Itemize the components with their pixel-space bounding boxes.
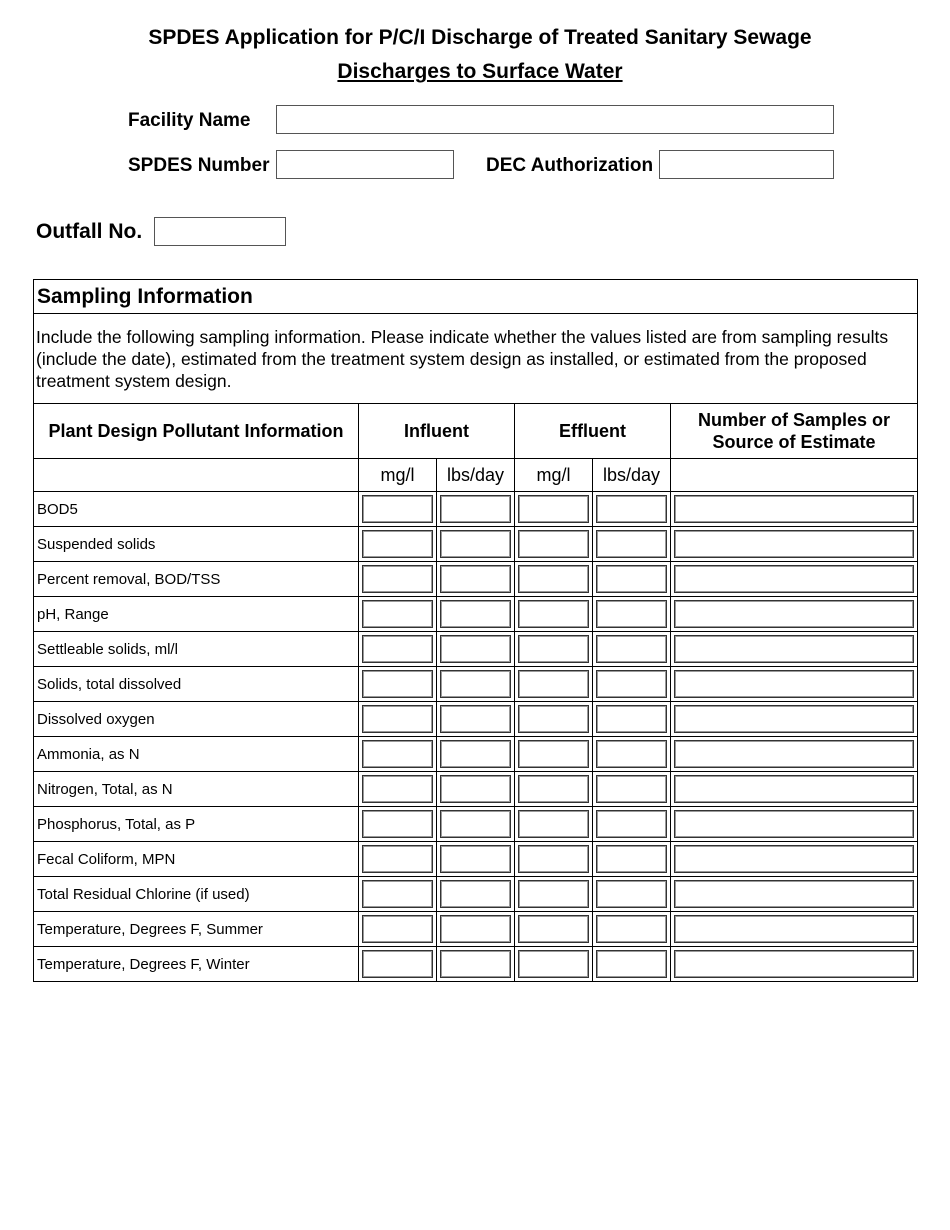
cell-samples — [671, 597, 918, 632]
cell-effluent-lbs — [593, 597, 671, 632]
cell-samples — [671, 842, 918, 877]
samples-input[interactable] — [674, 915, 914, 943]
pollutant-label: Solids, total dissolved — [34, 667, 359, 702]
influent-lbs-input[interactable] — [440, 670, 511, 698]
influent-lbs-input[interactable] — [440, 845, 511, 873]
effluent-lbs-input[interactable] — [596, 845, 667, 873]
cell-influent-lbs — [437, 492, 515, 527]
cell-samples — [671, 702, 918, 737]
form-subtitle: Discharges to Surface Water — [337, 60, 623, 83]
cell-effluent-mgl — [515, 667, 593, 702]
effluent-lbs-input[interactable] — [596, 530, 667, 558]
cell-effluent-mgl — [515, 912, 593, 947]
header-samples: Number of Samples or Source of Estimate — [671, 404, 918, 459]
cell-effluent-mgl — [515, 772, 593, 807]
pollutant-label: Percent removal, BOD/TSS — [34, 562, 359, 597]
table-row — [34, 912, 918, 947]
cell-effluent-mgl — [515, 527, 593, 562]
cell-effluent-mgl — [515, 877, 593, 912]
cell-influent-lbs — [437, 947, 515, 982]
cell-effluent-mgl — [515, 842, 593, 877]
influent-lbs-input[interactable] — [440, 810, 511, 838]
header-effluent: Effluent — [515, 404, 671, 459]
influent-mgl-input[interactable] — [362, 775, 433, 803]
table-row — [34, 877, 918, 912]
effluent-lbs-input[interactable] — [596, 705, 667, 733]
pollutant-label: Phosphorus, Total, as P — [34, 807, 359, 842]
effluent-mgl-input[interactable] — [518, 740, 589, 768]
effluent-mgl-input[interactable] — [518, 600, 589, 628]
table-row — [34, 667, 918, 702]
effluent-lbs-input[interactable] — [596, 915, 667, 943]
pollutant-label: Dissolved oxygen — [34, 702, 359, 737]
samples-input[interactable] — [674, 600, 914, 628]
table-row — [34, 562, 918, 597]
effluent-lbs-input[interactable] — [596, 670, 667, 698]
samples-input[interactable] — [674, 565, 914, 593]
dec-authorization-label: DEC Authorization — [486, 155, 654, 176]
cell-effluent-mgl — [515, 947, 593, 982]
outfall-no-label: Outfall No. — [36, 220, 143, 243]
cell-influent-mgl — [359, 492, 437, 527]
influent-lbs-input[interactable] — [440, 740, 511, 768]
cell-influent-mgl — [359, 562, 437, 597]
pollutant-label: pH, Range — [34, 597, 359, 632]
influent-mgl-input[interactable] — [362, 880, 433, 908]
influent-mgl-input[interactable] — [362, 740, 433, 768]
effluent-mgl-input[interactable] — [518, 530, 589, 558]
cell-influent-mgl — [359, 947, 437, 982]
dec-authorization-input[interactable] — [659, 150, 834, 179]
influent-lbs-input[interactable] — [440, 565, 511, 593]
cell-influent-mgl — [359, 877, 437, 912]
pollutant-label: BOD5 — [34, 492, 359, 527]
influent-mgl-input[interactable] — [362, 705, 433, 733]
influent-mgl-input[interactable] — [362, 530, 433, 558]
cell-influent-mgl — [359, 597, 437, 632]
cell-influent-mgl — [359, 702, 437, 737]
influent-mgl-input[interactable] — [362, 565, 433, 593]
samples-input[interactable] — [674, 670, 914, 698]
samples-input[interactable] — [674, 740, 914, 768]
cell-samples — [671, 667, 918, 702]
cell-effluent-mgl — [515, 492, 593, 527]
cell-samples — [671, 562, 918, 597]
influent-lbs-input[interactable] — [440, 950, 511, 978]
effluent-lbs-input[interactable] — [596, 880, 667, 908]
effluent-mgl-input[interactable] — [518, 495, 589, 523]
table-row — [34, 947, 918, 982]
cell-influent-lbs — [437, 597, 515, 632]
pollutant-label: Ammonia, as N — [34, 737, 359, 772]
influent-lbs-input[interactable] — [440, 495, 511, 523]
cell-effluent-mgl — [515, 737, 593, 772]
cell-influent-mgl — [359, 772, 437, 807]
cell-effluent-mgl — [515, 807, 593, 842]
section-description: Include the following sampling information. Please indicate whether the values listed are from sampling results (include the date), estimated from the treatment system design as installed, or estimated from the proposed treatment system design. — [34, 314, 918, 404]
cell-effluent-lbs — [593, 527, 671, 562]
samples-input[interactable] — [674, 950, 914, 978]
effluent-lbs-input[interactable] — [596, 635, 667, 663]
cell-influent-mgl — [359, 912, 437, 947]
pollutant-label: Settleable solids, ml/l — [34, 632, 359, 667]
table-row — [34, 737, 918, 772]
table-row — [34, 632, 918, 667]
unit-influent-mgl: mg/l — [359, 459, 437, 492]
sampling-table — [33, 279, 918, 982]
cell-effluent-lbs — [593, 877, 671, 912]
cell-effluent-lbs — [593, 947, 671, 982]
cell-effluent-mgl — [515, 562, 593, 597]
cell-influent-lbs — [437, 912, 515, 947]
influent-mgl-input[interactable] — [362, 810, 433, 838]
influent-mgl-input[interactable] — [362, 845, 433, 873]
cell-influent-lbs — [437, 702, 515, 737]
influent-lbs-input[interactable] — [440, 775, 511, 803]
influent-mgl-input[interactable] — [362, 950, 433, 978]
effluent-lbs-input[interactable] — [596, 740, 667, 768]
influent-mgl-input[interactable] — [362, 915, 433, 943]
influent-lbs-input[interactable] — [440, 915, 511, 943]
effluent-mgl-input[interactable] — [518, 950, 589, 978]
effluent-mgl-input[interactable] — [518, 670, 589, 698]
influent-mgl-input[interactable] — [362, 600, 433, 628]
effluent-lbs-input[interactable] — [596, 600, 667, 628]
effluent-lbs-input[interactable] — [596, 950, 667, 978]
cell-samples — [671, 492, 918, 527]
cell-influent-lbs — [437, 807, 515, 842]
outfall-no-input[interactable] — [154, 217, 286, 246]
effluent-lbs-input[interactable] — [596, 775, 667, 803]
cell-effluent-lbs — [593, 632, 671, 667]
spdes-number-label: SPDES Number — [128, 155, 270, 176]
influent-lbs-input[interactable] — [440, 530, 511, 558]
effluent-lbs-input[interactable] — [596, 495, 667, 523]
cell-influent-lbs — [437, 562, 515, 597]
cell-influent-lbs — [437, 877, 515, 912]
cell-samples — [671, 772, 918, 807]
unit-effluent-mgl: mg/l — [515, 459, 593, 492]
pollutant-label: Suspended solids — [34, 527, 359, 562]
table-row — [34, 702, 918, 737]
samples-input[interactable] — [674, 635, 914, 663]
table-row — [34, 772, 918, 807]
influent-lbs-input[interactable] — [440, 635, 511, 663]
cell-influent-lbs — [437, 667, 515, 702]
samples-input[interactable] — [674, 495, 914, 523]
cell-influent-mgl — [359, 737, 437, 772]
cell-influent-mgl — [359, 527, 437, 562]
samples-input[interactable] — [674, 880, 914, 908]
effluent-mgl-input[interactable] — [518, 880, 589, 908]
cell-influent-lbs — [437, 772, 515, 807]
cell-influent-mgl — [359, 667, 437, 702]
cell-effluent-mgl — [515, 597, 593, 632]
influent-lbs-input[interactable] — [440, 600, 511, 628]
cell-effluent-mgl — [515, 632, 593, 667]
samples-input[interactable] — [674, 705, 914, 733]
effluent-mgl-input[interactable] — [518, 775, 589, 803]
cell-samples — [671, 877, 918, 912]
cell-effluent-lbs — [593, 912, 671, 947]
cell-effluent-mgl — [515, 702, 593, 737]
cell-effluent-lbs — [593, 807, 671, 842]
units-blank-samples — [671, 459, 918, 492]
units-blank — [34, 459, 359, 492]
table-row — [34, 527, 918, 562]
samples-input[interactable] — [674, 530, 914, 558]
section-title: Sampling Information — [34, 280, 918, 314]
cell-influent-lbs — [437, 737, 515, 772]
cell-influent-mgl — [359, 807, 437, 842]
effluent-mgl-input[interactable] — [518, 810, 589, 838]
samples-input[interactable] — [674, 775, 914, 803]
unit-effluent-lbs: lbs/day — [593, 459, 671, 492]
cell-samples — [671, 737, 918, 772]
effluent-mgl-input[interactable] — [518, 635, 589, 663]
cell-samples — [671, 527, 918, 562]
cell-samples — [671, 947, 918, 982]
header-influent: Influent — [359, 404, 515, 459]
cell-effluent-lbs — [593, 562, 671, 597]
influent-mgl-input[interactable] — [362, 495, 433, 523]
cell-effluent-lbs — [593, 772, 671, 807]
cell-samples — [671, 632, 918, 667]
table-row — [34, 807, 918, 842]
cell-influent-mgl — [359, 632, 437, 667]
samples-input[interactable] — [674, 845, 914, 873]
form-title: SPDES Application for P/C/I Discharge of Treated Sanitary Sewage — [148, 26, 812, 49]
effluent-mgl-input[interactable] — [518, 705, 589, 733]
table-row — [34, 492, 918, 527]
spdes-number-input[interactable] — [276, 150, 454, 179]
pollutant-label: Temperature, Degrees F, Winter — [34, 947, 359, 982]
cell-effluent-lbs — [593, 667, 671, 702]
unit-influent-lbs: lbs/day — [437, 459, 515, 492]
cell-effluent-lbs — [593, 737, 671, 772]
table-row — [34, 842, 918, 877]
pollutant-label: Nitrogen, Total, as N — [34, 772, 359, 807]
influent-lbs-input[interactable] — [440, 705, 511, 733]
effluent-lbs-input[interactable] — [596, 810, 667, 838]
pollutant-label: Temperature, Degrees F, Summer — [34, 912, 359, 947]
influent-mgl-input[interactable] — [362, 635, 433, 663]
samples-input[interactable] — [674, 810, 914, 838]
effluent-lbs-input[interactable] — [596, 565, 667, 593]
header-pollutant: Plant Design Pollutant Information — [34, 404, 359, 459]
influent-mgl-input[interactable] — [362, 670, 433, 698]
cell-samples — [671, 807, 918, 842]
influent-lbs-input[interactable] — [440, 880, 511, 908]
cell-influent-lbs — [437, 842, 515, 877]
cell-samples — [671, 912, 918, 947]
facility-name-label: Facility Name — [128, 110, 251, 131]
table-row — [34, 597, 918, 632]
cell-effluent-lbs — [593, 842, 671, 877]
pollutant-label: Fecal Coliform, MPN — [34, 842, 359, 877]
cell-influent-lbs — [437, 527, 515, 562]
cell-influent-lbs — [437, 632, 515, 667]
effluent-mgl-input[interactable] — [518, 565, 589, 593]
pollutant-label: Total Residual Chlorine (if used) — [34, 877, 359, 912]
effluent-mgl-input[interactable] — [518, 915, 589, 943]
effluent-mgl-input[interactable] — [518, 845, 589, 873]
cell-effluent-lbs — [593, 492, 671, 527]
cell-effluent-lbs — [593, 702, 671, 737]
cell-influent-mgl — [359, 842, 437, 877]
facility-name-input[interactable] — [276, 105, 834, 134]
